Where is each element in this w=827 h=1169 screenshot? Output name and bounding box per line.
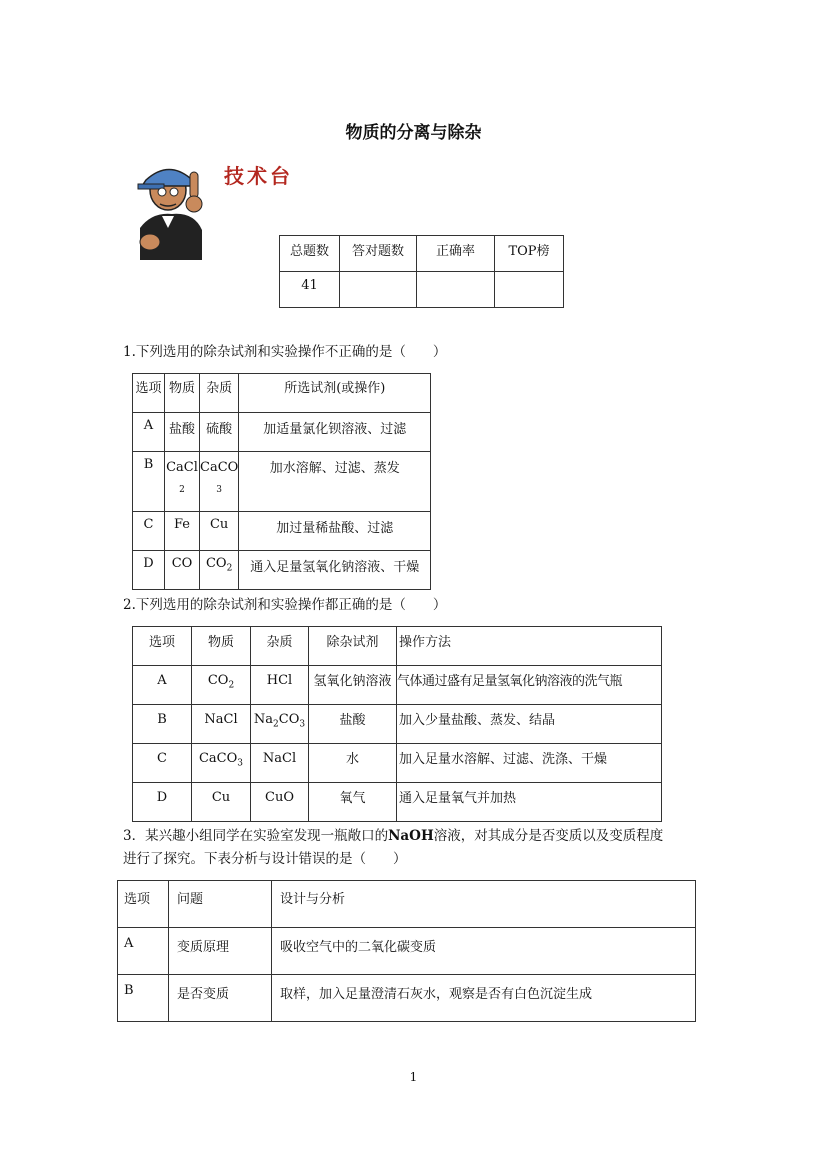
substance: NaCl: [192, 705, 251, 744]
table-header: 物质: [192, 627, 251, 666]
formula-subscript: 3: [237, 758, 244, 769]
score-value: [495, 272, 564, 308]
page-number: 1: [409, 1070, 418, 1084]
table-row: [118, 928, 696, 975]
table-header: 物质: [165, 374, 200, 413]
question-3-text: [123, 824, 663, 844]
option-letter: A: [133, 413, 165, 452]
option-letter: D: [133, 783, 192, 822]
table-header: 选项: [133, 627, 192, 666]
table-header: 设计与分析: [272, 881, 696, 928]
formula-main: CaCO: [198, 751, 238, 766]
page-title: 物质的分离与除杂: [345, 123, 482, 143]
substance: CO: [165, 551, 200, 590]
impurity: Cu: [200, 512, 239, 551]
formula-subscript: 2: [228, 680, 235, 691]
table-row: [133, 744, 662, 783]
formula-main: Na: [253, 712, 274, 727]
question-3-text-part: 3．某兴趣小组同学在实验室发现一瓶敞口的: [123, 828, 389, 844]
design: 取样，加入足量澄清石灰水，观察是否有白色沉淀生成: [272, 975, 696, 1022]
substance: [192, 666, 251, 705]
option-letter: A: [133, 666, 192, 705]
impurity: [251, 705, 309, 744]
impurity: [200, 551, 239, 590]
method: 加入少量盐酸、蒸发、结晶: [397, 705, 662, 744]
table-row: [133, 783, 662, 822]
question-2-table: [132, 626, 662, 822]
question-1-table: [132, 373, 431, 590]
formula-subscript: 2: [226, 563, 233, 574]
impurity: [200, 452, 239, 512]
table-row: [118, 975, 696, 1022]
method: 加入足量水溶解、过滤、洗涤、干燥: [397, 744, 662, 783]
formula-subscript: 3: [299, 719, 306, 730]
score-header: 答对题数: [340, 236, 417, 272]
reagent: 加适量氯化钡溶液、过滤: [239, 413, 431, 452]
score-header: 正确率: [417, 236, 495, 272]
score-value: [340, 272, 417, 308]
substance: [192, 744, 251, 783]
formula-main: CO: [205, 556, 227, 571]
formula-subscript: 2: [273, 719, 279, 730]
reagent: 加水溶解、过滤、蒸发: [239, 452, 431, 512]
method: 气体通过盛有足量氢氧化钠溶液的洗气瓶: [397, 666, 662, 705]
score-header: TOP榜: [495, 236, 564, 272]
option-letter: B: [118, 975, 169, 1022]
score-value: [417, 272, 495, 308]
formula-main: CO: [278, 712, 300, 727]
issue: 是否变质: [169, 975, 272, 1022]
formula-main: CO: [207, 673, 229, 688]
formula-subscript: 3: [216, 485, 223, 495]
issue: 变质原理: [169, 928, 272, 975]
table-row: [133, 551, 431, 590]
formula-naoh: NaOH: [388, 828, 434, 844]
design: 吸收空气中的二氧化碳变质: [272, 928, 696, 975]
score-header: 总题数: [280, 236, 340, 272]
method: 通入足量氧气并加热: [397, 783, 662, 822]
reagent: 通入足量氢氧化钠溶液、干燥: [239, 551, 431, 590]
option-letter: C: [133, 744, 192, 783]
question-3-text-part: 溶液，对其成分是否变质以及变质程度: [433, 828, 664, 844]
substance: Fe: [165, 512, 200, 551]
reagent: 水: [309, 744, 397, 783]
table-row: [133, 666, 662, 705]
option-letter: B: [133, 705, 192, 744]
question-2-text: 2.下列选用的除杂试剂和实验操作都正确的是（ ）: [123, 597, 447, 613]
formula-subscript: 2: [179, 485, 185, 495]
table-header: 除杂试剂: [309, 627, 397, 666]
table-row: [133, 413, 431, 452]
table-row: [133, 512, 431, 551]
table-header: 所选试剂(或操作): [239, 374, 431, 413]
table-header: 选项: [118, 881, 169, 928]
question-3-text-line2: 进行了探究。下表分析与设计错误的是（ ）: [123, 851, 407, 867]
impurity: 硫酸: [200, 413, 239, 452]
option-letter: D: [133, 551, 165, 590]
table-row: [133, 452, 431, 512]
substance: Cu: [192, 783, 251, 822]
table-header: 操作方法: [397, 627, 662, 666]
score-value: 41: [280, 272, 340, 308]
table-header: 问题: [169, 881, 272, 928]
substance: 盐酸: [165, 413, 200, 452]
table-row: [133, 705, 662, 744]
score-table: [279, 235, 564, 308]
question-1-text: 1.下列选用的除杂试剂和实验操作不正确的是（ ）: [123, 344, 447, 360]
reagent: 氢氧化钠溶液: [309, 666, 397, 705]
teacher-mascot-image: [132, 160, 210, 260]
reagent: 加过量稀盐酸、过滤: [239, 512, 431, 551]
option-letter: B: [133, 452, 165, 512]
table-header: 选项: [133, 374, 165, 413]
table-header: 杂质: [251, 627, 309, 666]
option-letter: C: [133, 512, 165, 551]
table-header: 杂质: [200, 374, 239, 413]
impurity: NaCl: [251, 744, 309, 783]
question-3-table: [117, 880, 696, 1022]
formula-main: CaCO: [200, 460, 239, 475]
formula-main: CaCl: [166, 460, 198, 475]
badge-title: 技术台: [224, 164, 293, 188]
impurity: HCl: [251, 666, 309, 705]
reagent: 盐酸: [309, 705, 397, 744]
substance: [165, 452, 200, 512]
impurity: CuO: [251, 783, 309, 822]
option-letter: A: [118, 928, 169, 975]
reagent: 氧气: [309, 783, 397, 822]
